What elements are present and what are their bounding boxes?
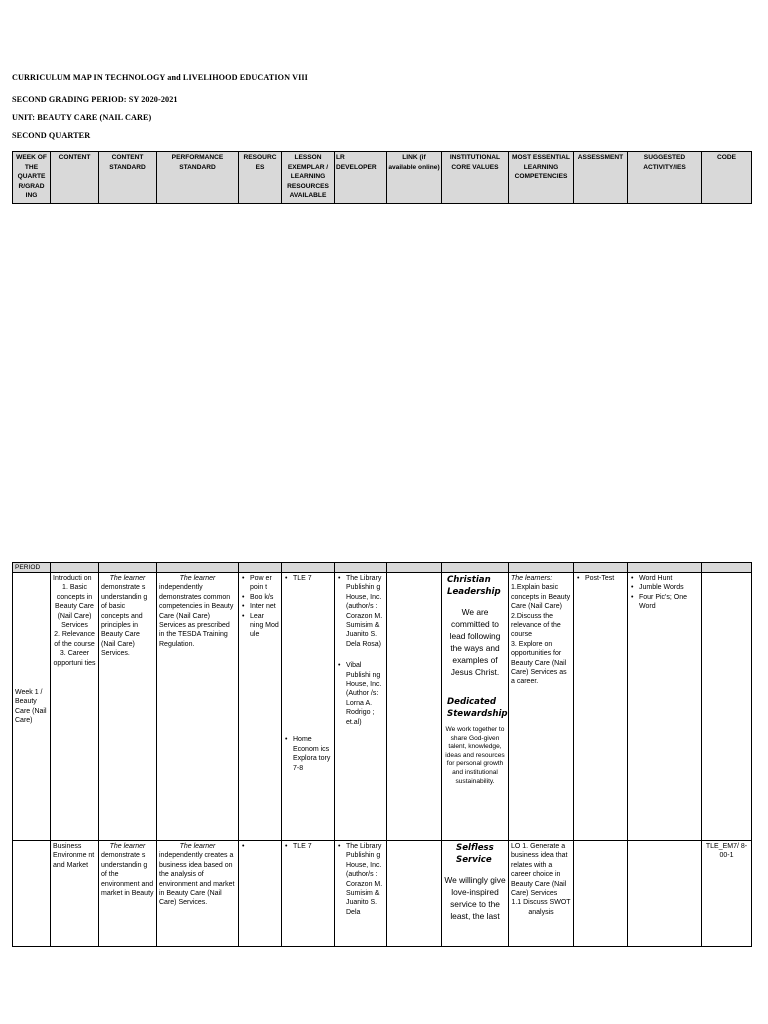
- list-item: • Word Hunt: [630, 574, 699, 583]
- activities-cell: [628, 573, 702, 841]
- col-link: LINK (if available online): [387, 152, 442, 204]
- list-item: • Home Econom ics Explora tory 7-8: [284, 735, 332, 773]
- lr-developer-cell: [335, 573, 387, 841]
- performance-standard-cell: The learner independently demonstrates common competencies in Beauty Care (Nail Care) Services as prescribed in the TESDA Training Regulation.: [157, 573, 239, 841]
- curriculum-body-table: [12, 562, 752, 947]
- col-melc: MOST ESSENTIAL LEARNING COMPETENCIES: [509, 152, 574, 204]
- col-lr-developer: LR DEVELOPER: [335, 152, 387, 204]
- col-week: WEEK OF THE QUARTE R/GRAD ING: [13, 152, 51, 204]
- core-values-cell: Selfless Service We willingly give love-inspired service to the least, the last: [442, 841, 509, 947]
- assessment-cell: [574, 841, 628, 947]
- col-core-values: INSTITUTIONAL CORE VALUES: [442, 152, 509, 204]
- list-item: • Four Pic's; One Word: [630, 593, 699, 612]
- list-item: • Pow er poin t: [241, 574, 279, 593]
- list-item: • Post-Test: [576, 574, 625, 583]
- col-resources: RESOURC ES: [239, 152, 282, 204]
- col-code: CODE: [702, 152, 752, 204]
- content-standard-cell: The learner demonstrate s understandin g of the environment and market in Beauty: [99, 841, 157, 947]
- content-cell: Business Environme nt and Market: [51, 841, 99, 947]
- list-item: • Lear ning Mod ule: [241, 612, 279, 640]
- list-item: • Vibal Publishi ng House, Inc. (Author /s: Lorna A. Rodrigo ; et.al): [337, 661, 384, 727]
- col-activities: SUGGESTED ACTIVITY/IES: [628, 152, 702, 204]
- lesson-exemplar-cell: [282, 573, 335, 841]
- list-item: • Jumble Words: [630, 583, 699, 592]
- melc-cell: The learners: 1.Explain basic concepts in Beauty Care (Nail Care) 2.Discuss the relevance of the course 3. Explore on opportunities for Beauty Care (Nail Care) Services as a career.: [509, 573, 574, 841]
- period-label: PERIOD: [13, 563, 51, 573]
- list-item: • TLE 7: [284, 574, 332, 583]
- unit-title: UNIT: BEAUTY CARE (NAIL CARE): [12, 113, 152, 122]
- link-cell: [387, 841, 442, 947]
- assessment-cell: [574, 573, 628, 841]
- resources-cell: [239, 573, 282, 841]
- table-row: [13, 573, 752, 841]
- list-item: • The Library Publishin g House, Inc. (author/s : Corazon M. Sumisim & Juanito S. Dela: [337, 842, 384, 917]
- activities-cell: [628, 841, 702, 947]
- link-cell: [387, 573, 442, 841]
- col-performance-standard: PERFORMANCE STANDARD: [157, 152, 239, 204]
- list-item: • Boo k/s: [241, 593, 279, 602]
- code-cell: [702, 573, 752, 841]
- quarter-title: SECOND QUARTER: [12, 131, 91, 140]
- grading-period: SECOND GRADING PERIOD: SY 2020-2021: [12, 95, 178, 104]
- period-row: [13, 563, 752, 573]
- performance-standard-cell: The learner independently creates a business idea based on the analysis of environment and market in Beauty Care (Nail Care) Services.: [157, 841, 239, 947]
- content-cell: Introducti on 1. Basic concepts in Beauty Care (Nail Care) Services 2. Relevance of the course 3. Career opportuni ties: [51, 573, 99, 841]
- col-content: CONTENT: [51, 152, 99, 204]
- list-item: • The Library Publishin g House, Inc. (author/s : Corazon M. Sumisim & Juanito S. Dela Rosa): [337, 574, 384, 649]
- document-title: CURRICULUM MAP IN TECHNOLOGY and LIVELIHOOD EDUCATION VIII: [12, 73, 308, 82]
- col-assessment: ASSESSMENT: [574, 152, 628, 204]
- table-row: [13, 841, 752, 947]
- col-lesson-exemplar: LESSON EXEMPLAR / LEARNING RESOURCES AVAILABLE: [282, 152, 335, 204]
- list-item: • Inter net: [241, 602, 279, 611]
- lr-developer-cell: [335, 841, 387, 947]
- list-item: • TLE 7: [284, 842, 332, 851]
- melc-cell: LO 1. Generate a business idea that relates with a career choice in Beauty Care (Nail Care) Services 1.1 Discuss SWOT analysis: [509, 841, 574, 947]
- week-cell: [13, 841, 51, 947]
- col-content-standard: CONTENT STANDARD: [99, 152, 157, 204]
- resources-cell: [239, 841, 282, 947]
- week-cell: Week 1 / Beauty Care (Nail Care): [13, 573, 51, 841]
- content-standard-cell: The learner demonstrate s understandin g of basic concepts and principles in Beauty Care (Nail Care) Services.: [99, 573, 157, 841]
- core-values-cell: Christian Leadership We are committed to lead following the ways and examples of Jesus Christ. Dedicated Stewardship We work together to share God-given talent, knowledge, ideas and resources for personal growth and institutional sustainability.: [442, 573, 509, 841]
- code-cell: TLE_EM7/ 8-00-1: [702, 841, 752, 947]
- lesson-exemplar-cell: [282, 841, 335, 947]
- curriculum-header-table: [12, 151, 752, 204]
